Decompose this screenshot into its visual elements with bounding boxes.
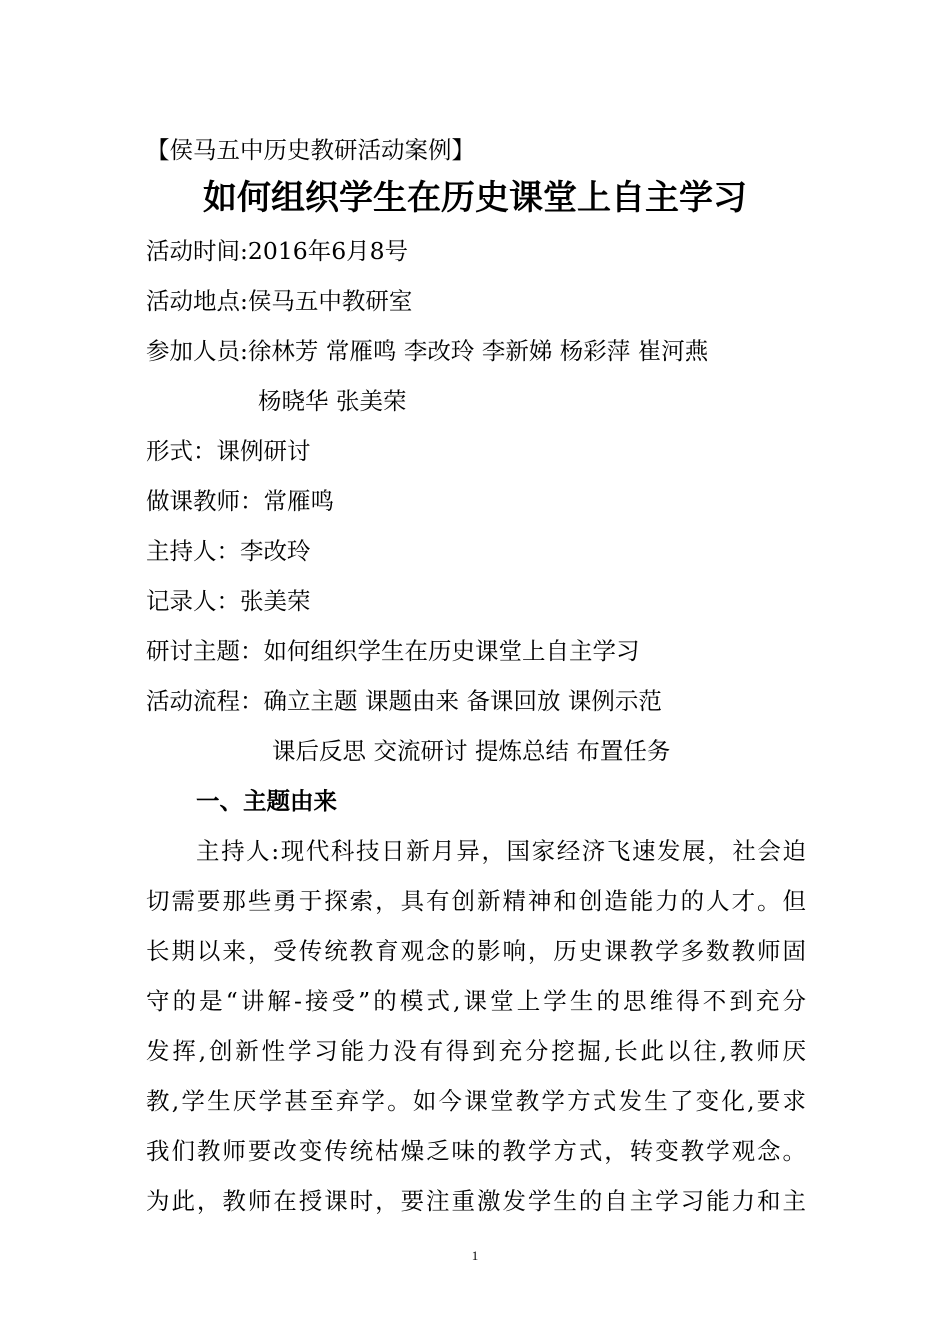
activity-form: 形式：课例研讨 — [146, 437, 311, 465]
activity-time: 活动时间:2016年6月8号 — [146, 237, 409, 265]
body-line: 教,学生厌学甚至弃学。如今课堂教学方式发生了变化,要求 — [146, 1087, 806, 1115]
participants-line-2: 杨晓华 张美荣 — [258, 387, 407, 415]
activity-flow-line-1: 活动流程：确立主题 课题由来 备课回放 课例示范 — [146, 687, 662, 715]
host: 主持人：李改玲 — [146, 537, 311, 565]
recorder: 记录人：张美荣 — [146, 587, 311, 615]
document-title: 如何组织学生在历史课堂上自主学习 — [203, 178, 747, 218]
body-line: 为此，教师在授课时，要注重激发学生的自主学习能力和主 — [146, 1187, 806, 1215]
body-line: 我们教师要改变传统枯燥乏味的教学方式，转变教学观念。 — [146, 1137, 806, 1165]
activity-flow-line-2: 课后反思 交流研讨 提炼总结 布置任务 — [272, 737, 671, 765]
section-heading: 一、主题由来 — [196, 787, 337, 815]
participants-line-1: 参加人员:徐林芳 常雁鸣 李改玲 李新娣 杨彩萍 崔河燕 — [146, 337, 709, 365]
body-line: 切需要那些勇于探索，具有创新精神和创造能力的人才。但 — [146, 887, 806, 915]
case-tag-line: 【侯马五中历史教研活动案例】 — [146, 136, 475, 164]
body-line: 长期以来，受传统教育观念的影响，历史课教学多数教师固 — [146, 937, 806, 965]
page-number: 1 — [471, 1248, 479, 1263]
activity-place: 活动地点:侯马五中教研室 — [146, 287, 413, 315]
body-line: 主持人:现代科技日新月异，国家经济飞速发展，社会迫 — [196, 837, 806, 865]
lesson-teacher: 做课教师：常雁鸣 — [146, 487, 334, 515]
body-line: 发挥,创新性学习能力没有得到充分挖掘,长此以往,教师厌 — [146, 1037, 806, 1065]
discussion-topic: 研讨主题：如何组织学生在历史课堂上自主学习 — [146, 637, 640, 665]
body-line: 守的是“讲解-接受”的模式,课堂上学生的思维得不到充分 — [146, 987, 806, 1015]
